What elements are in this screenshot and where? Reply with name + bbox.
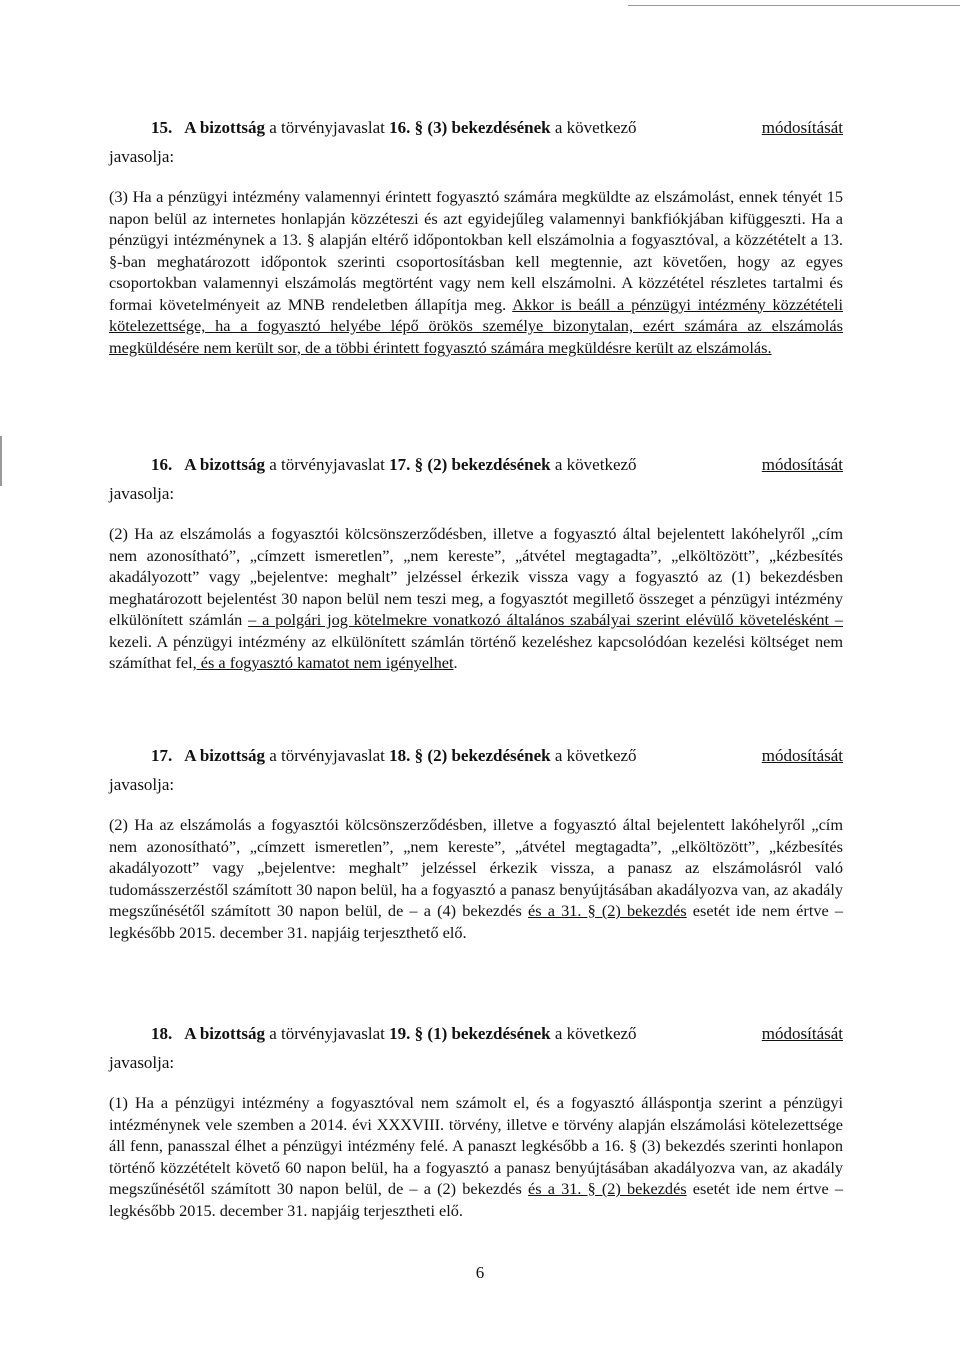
- heading-lead: A bizottság: [184, 1024, 265, 1043]
- heading-text-2: a következő: [550, 746, 637, 765]
- heading-text-2: a következő: [550, 1024, 637, 1043]
- heading-intro: javasolja:: [109, 775, 175, 794]
- heading-lead: A bizottság: [184, 118, 265, 137]
- text-part-c: esetét ide nem értve – legkésőbb 2015. december 31. napjáig terjeszthető elő.: [109, 901, 843, 942]
- heading-text: a törvényjavaslat: [265, 746, 390, 765]
- heading-text-2: a következő: [550, 118, 637, 137]
- heading-tail: módosítását: [761, 1024, 843, 1043]
- heading-text: a törvényjavaslat: [265, 455, 390, 474]
- text-part-a: (2) Ha az elszámolás a fogyasztói kölcsönszerződésben, illetve a fogyasztó által bejelentett lakóhelyről „cím nem azonosítható”, „címzett ismeretlen”, „nem kereste”, „átvétel megtagadta”, „elköltözött”, „kézbesítés akadályozott” vagy „bejelentve: meghalt” jelzéssel érkezik vissza vagy a fogyasztó az (1) bekezdésben meghatározott bejelentést 30 napon belül nem teszi meg, a fogyasztót megillető összeget a pénzügyi intézmény elkülönített számlán: [109, 524, 843, 629]
- text-part-b-underlined: és a 31. § (2) bekezdés: [528, 1179, 687, 1198]
- amendment-15: [109, 117, 843, 358]
- amendment-text: [109, 814, 843, 943]
- heading-tail: módosítását: [761, 118, 843, 137]
- amendment-16: [109, 454, 843, 674]
- heading-reference: 16. § (3) bekezdésének: [389, 118, 551, 137]
- amendment-heading: [151, 117, 843, 138]
- text-part-a: (1) Ha a pénzügyi intézmény a fogyasztóval nem számolt el, és a fogyasztó álláspontja szerint a pénzügyi intézménynek vele szemben a 2014. évi XXXVIII. törvény, illetve e törvény alapján elszámolási kötelezettsége áll fenn, panasszal élhet a pénzügyi intézmény felé. A panaszt legkésőbb a 16. § (3) bekezdés szerinti honlapon történő közzétételt követő 60 napon belül, ha a fogyasztó a panasz benyújtásában akadályozva van, az akadály megszűnésétől számított 30 napon belül, de – a (2) bekezdés: [109, 1093, 843, 1198]
- heading-text-2: a következő: [550, 455, 637, 474]
- scan-top-line: [628, 5, 960, 6]
- text-part-c: esetét ide nem értve – legkésőbb 2015. december 31. napjáig terjesztheti elő.: [109, 1179, 843, 1220]
- amendment-number: 16.: [151, 455, 173, 474]
- amendment-number: 15.: [151, 118, 173, 137]
- amendment-number: 18.: [151, 1024, 173, 1043]
- heading-lead: A bizottság: [184, 455, 265, 474]
- heading-intro: javasolja:: [109, 1053, 175, 1072]
- heading-text: a törvényjavaslat: [265, 118, 390, 137]
- heading-tail: módosítását: [761, 455, 843, 474]
- page-number: 6: [475, 1263, 485, 1282]
- text-part-d-underlined: , és a fogyasztó kamatot nem igényelhet: [192, 653, 454, 672]
- heading-text: a törvényjavaslat: [265, 1024, 390, 1043]
- text-plain: (3) Ha a pénzügyi intézmény valamennyi érintett fogyasztó számára megküldte az elszámolást, ennek tényét 15 napon belül az internetes honlapján közzéteszi és azt egyidejűleg valamennyi bankfiókjában kifüggeszti. Ha a pénzügyi intézménynek a 13. § alapján eltérő időpontokban kell elszámolnia a fogyasztóval, a közzétételt a 13. §-ban meghatározott időpontok szerinti csoportosításban kell megtennie, azt követően, hogy az egyes csoportokban valamennyi elszámolás megtörtént vagy nem kell elszámolni. A közzététel részletes tartalmi és formai követelményeit az MNB rendeletben állapítja meg.: [109, 187, 843, 314]
- heading-reference: 18. § (2) bekezdésének: [389, 746, 551, 765]
- amendment-text: [109, 523, 843, 674]
- text-underlined: Akkor is beáll a pénzügyi intézmény közzétételi kötelezettsége, ha a fogyasztó helyébe lépő örökös személye bizonytalan, ezért számára az elszámolás megküldésére nem került sor, de a többi érintett fogyasztó számára megküldésre került az elszámolás.: [109, 294, 843, 357]
- scan-edge-mark: [0, 436, 2, 486]
- amendment-heading: [151, 1023, 843, 1044]
- heading-reference: 19. § (1) bekezdésének: [389, 1024, 551, 1043]
- amendment-number: 17.: [151, 746, 173, 765]
- heading-reference: 17. § (2) bekezdésének: [389, 455, 551, 474]
- text-part-a: (2) Ha az elszámolás a fogyasztói kölcsönszerződésben, illetve a fogyasztó által bejelentett lakóhelyről „cím nem azonosítható”, „címzett ismeretlen”, „nem kereste”, „átvétel megtagadta”, „elköltözött”, „kézbesítés akadályozott” vagy „bejelentve: meghalt” jelzéssel érkezik vissza, a panasz az elszámolásról való tudomásszerzéstől számított 30 napon belül, ha a fogyasztó a panasz benyújtásában akadályozva van, az akadály megszűnésétől számított 30 napon belül, de – a (4) bekezdés: [109, 815, 843, 920]
- heading-lead: A bizottság: [184, 746, 265, 765]
- amendment-text: [109, 1092, 843, 1221]
- amendment-text: [109, 186, 843, 358]
- text-part-b-underlined: és a 31. § (2) bekezdés: [528, 901, 687, 920]
- amendment-18: [109, 1023, 843, 1221]
- heading-intro: javasolja:: [109, 147, 175, 166]
- text-part-c: kezeli. A pénzügyi intézmény az elkülönített számlán történő kezeléshez kapcsolódóan kezelési költséget nem számíthat fel: [109, 631, 843, 672]
- text-part-e: .: [453, 653, 458, 672]
- text-part-b-underlined: – a polgári jog kötelmekre vonatkozó általános szabályai szerint elévülő követelésként –: [248, 610, 844, 629]
- amendment-heading: [151, 454, 843, 475]
- heading-tail: módosítását: [761, 746, 843, 765]
- amendment-17: [109, 745, 843, 943]
- heading-intro: javasolja:: [109, 484, 175, 503]
- amendment-heading: [151, 745, 843, 766]
